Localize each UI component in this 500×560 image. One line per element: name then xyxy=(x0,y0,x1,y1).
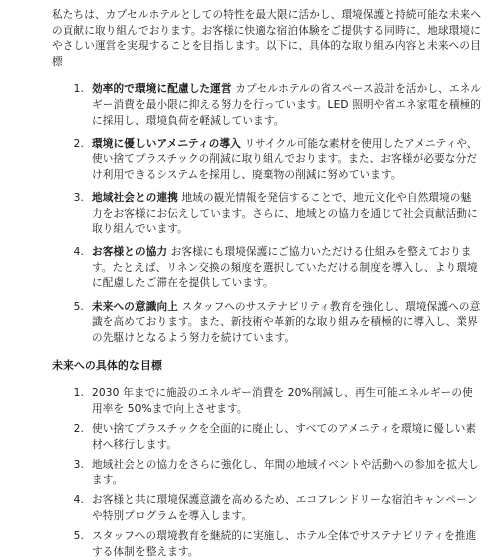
commitment-item xyxy=(52,191,482,238)
commitments-list xyxy=(52,82,482,346)
commitment-body: スタッフへのサステナビリティ教育を強化し、環境保護への意識を高めております。また、新技術や革新的な取り組みを積極的に導入し、業界の先駆けとなるよう努力を続けています。 xyxy=(92,300,481,344)
goal-item xyxy=(52,422,482,453)
commitment-body: 地域の観光情報を発信することで、地元文化や自然環境の魅力をお客様にお伝えしています。さらに、地域との協力を通じて社会貢献活動に取り組んでいます。 xyxy=(92,191,478,236)
goal-number: 3. xyxy=(73,458,84,471)
commitment-title: 環境に優しいアメニティの導入 xyxy=(92,137,241,150)
commitment-item xyxy=(52,82,482,129)
commitment-item xyxy=(52,300,482,347)
commitment-title: 未来への意識向上 xyxy=(92,300,178,313)
commitment-item xyxy=(52,137,482,184)
goal-item xyxy=(52,529,482,560)
goal-text: スタッフへの環境教育を継続的に実施し、ホテル全体でサステナビリティを推進する体制を整えます。 xyxy=(92,530,477,558)
goals-heading: 未来への具体的な目標 xyxy=(52,359,162,373)
commitment-number: 4. xyxy=(73,246,84,259)
goal-item xyxy=(52,458,482,489)
goal-text: 使い捨てプラスチックを全面的に廃止し、すべてのアメニティを環境に優しい素材へ移行します。 xyxy=(92,422,477,451)
commitment-number: 2. xyxy=(73,137,84,150)
commitment-title: お客様との協力 xyxy=(92,246,168,259)
goal-number: 5. xyxy=(73,530,84,543)
commitment-body: カプセルホテルの省スペース設計を活かし、エネルギー消費を最小限に抑える努力を行っています。LED 照明や省エネ家電を積極的に採用し、環境負荷を軽減しています。 xyxy=(92,83,482,127)
goal-number: 2. xyxy=(73,422,84,435)
commitment-number: 1. xyxy=(73,83,84,96)
goal-number: 1. xyxy=(73,387,84,400)
goal-text: 2030 年までに施設のエネルギー消費を 20%削減し、再生可能エネルギーの使用率を 50%まで向上させます。 xyxy=(92,387,473,415)
commitment-number: 3. xyxy=(73,191,84,204)
commitment-number: 5. xyxy=(73,300,84,313)
goal-text: 地域社会との協力をさらに強化し、年間の地域イベントや活動への参加を拡大します。 xyxy=(92,458,479,487)
intro-paragraph: 私たちは、カプセルホテルとしての特性を最大限に活かし、環境保護と持続可能な未来への貢献に取り組んでおります。お客様に快適な宿泊体験をご提供する同時に、地球環境にやさしい運営を実現することを目指します。以下に、具体的な取り組み内容と未来への目標 xyxy=(52,9,482,68)
commitment-body: リサイクル可能な素材を使用したアメニティや、使い捨てプラスチックの削減に取り組んでおります。また、お客様が必要な分だけ利用できるシステムを採用し、廃棄物の削減に努めています。 xyxy=(92,137,478,181)
goals-list xyxy=(52,386,482,560)
commitment-title: 効率的で環境に配慮した運営 xyxy=(92,83,232,96)
commitment-title: 地域社会との連携 xyxy=(92,191,178,204)
commitment-item xyxy=(52,245,482,292)
goal-item xyxy=(52,386,482,417)
goal-item xyxy=(52,493,482,524)
goal-number: 4. xyxy=(73,494,84,507)
commitment-body: お客様にも環境保護にご協力いただける仕組みを整えております。たとえば、リネン交換の頻度を選択していただける制度を導入し、より環境に配慮したご滞在を提供しています。 xyxy=(92,246,478,290)
goal-text: お客様と共に環境保護意識を高めるため、エコフレンドリーな宿泊キャンペーンや特別プログラムを導入します。 xyxy=(92,494,478,522)
